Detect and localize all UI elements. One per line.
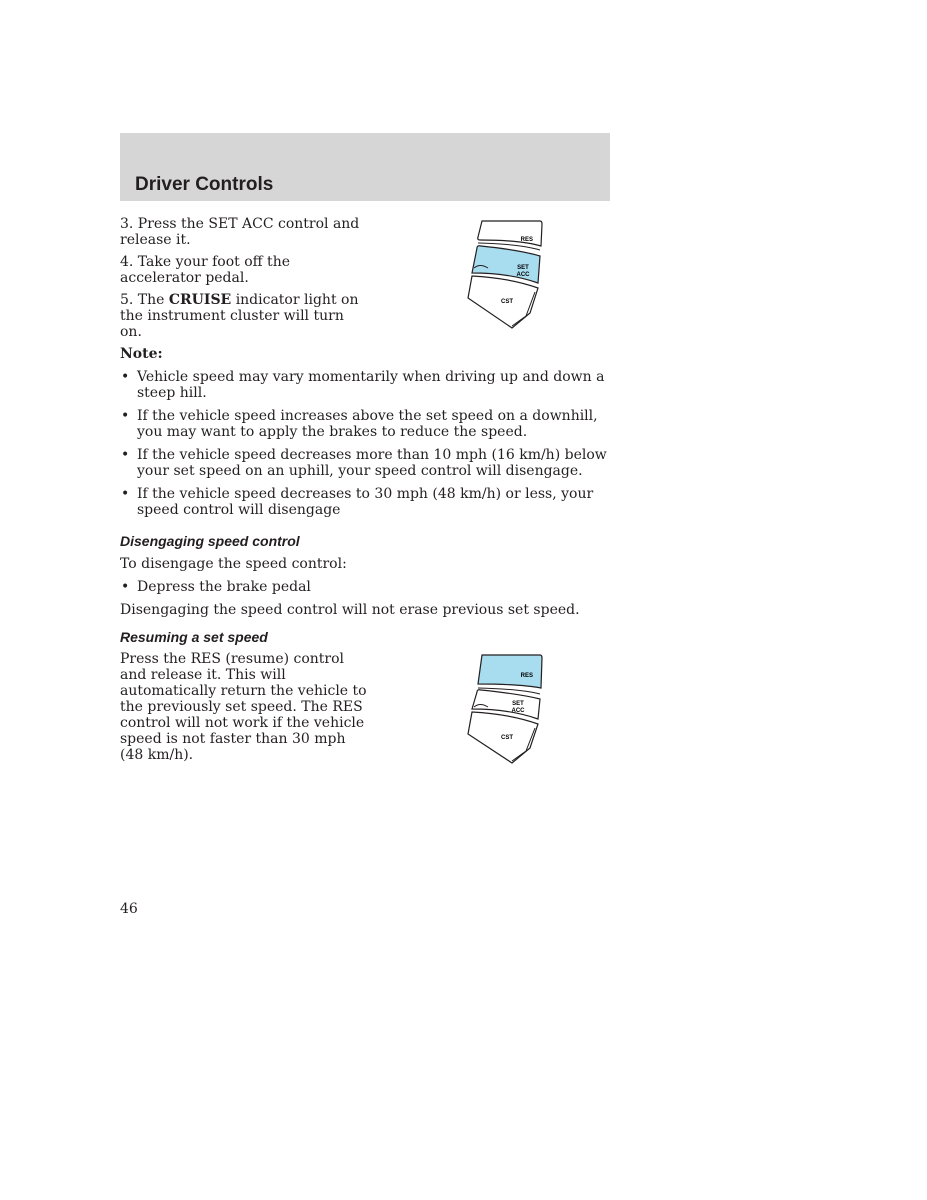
note-bullet (120, 369, 610, 401)
speed-control-switch-res-figure (460, 652, 545, 767)
section-header-band (120, 133, 610, 201)
res-highlight-shape (478, 655, 542, 688)
bullet-dot-icon: • (121, 579, 130, 595)
disengage-bullet (120, 579, 610, 595)
disengage-heading: Disengaging speed control (120, 533, 300, 549)
cst-label: CST (501, 299, 513, 305)
acc-label: ACC (516, 272, 530, 278)
acc-label: ACC (511, 708, 525, 714)
resume-heading: Resuming a set speed (120, 629, 268, 645)
note-bullet-text: Vehicle speed may vary momentarily when driving up and down a steep hill. (137, 369, 605, 401)
note-bullet-text: If the vehicle speed increases above the set speed on a downhill, you may want to apply the brakes to reduce the speed. (137, 408, 598, 440)
bullet-dot-icon: • (121, 369, 130, 385)
cst-label: CST (501, 735, 513, 741)
step-4: 4. Take your foot off the accelerator pedal. (120, 254, 290, 286)
disengage-intro: To disengage the speed control: (120, 556, 347, 572)
step-5-prefix: 5. The (120, 292, 165, 308)
set-label: SET (517, 265, 529, 271)
note-bullet-text: If the vehicle speed decreases more than 10 mph (16 km/h) below your set speed on an uphill, your speed control will disengage. (137, 447, 607, 479)
step-3: 3. Press the SET ACC control and release it. (120, 216, 360, 248)
speed-control-switch-set-acc-figure (460, 218, 545, 333)
note-bullet (120, 447, 610, 479)
section-title: Driver Controls (135, 174, 274, 195)
step-5 (120, 292, 370, 340)
disengage-bullet-text: Depress the brake pedal (137, 579, 311, 595)
set-label: SET (512, 701, 524, 707)
note-bullet-text: If the vehicle speed decreases to 30 mph (48 km/h) or less, your speed control will disengage (137, 486, 594, 518)
step-5-suffix: indicator light on the instrument cluster will turn on. (120, 292, 359, 340)
steps-block (120, 216, 370, 346)
resume-body: Press the RES (resume) control and release it. This will automatically return the vehicle to the previously set speed. The RES control will not work if the vehicle speed is not faster than 30 mph (48 km/h). (120, 651, 367, 763)
note-bullet (120, 408, 610, 440)
bullet-dot-icon: • (121, 486, 130, 502)
bullet-dot-icon: • (121, 447, 130, 463)
disengage-section (120, 556, 610, 624)
bullet-dot-icon: • (121, 408, 130, 424)
note-bullet (120, 486, 610, 518)
page-number: 46 (120, 901, 138, 917)
cruise-indicator-name: CRUISE (168, 292, 232, 308)
res-label: RES (520, 237, 533, 243)
disengage-after: Disengaging the speed control will not erase previous set speed. (120, 602, 580, 618)
res-label: RES (520, 673, 533, 679)
note-heading: Note: (120, 346, 163, 362)
note-section (120, 346, 610, 525)
